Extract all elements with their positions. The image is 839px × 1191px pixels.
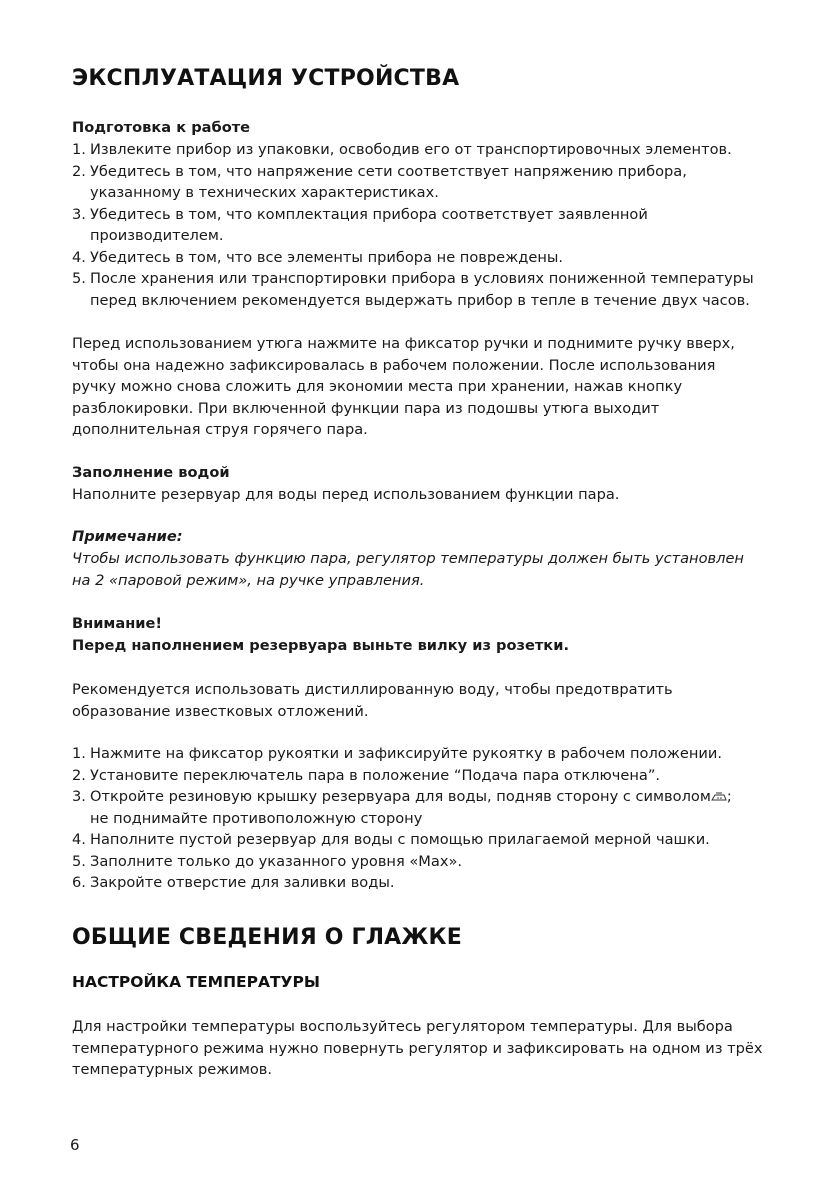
prep-list: [72, 139, 754, 311]
item-number: 4.: [72, 831, 86, 848]
section-title-ironing: ОБЩИЕ СВЕДЕНИЯ О ГЛАЖКЕ: [72, 925, 462, 950]
item-text: После хранения или транспортировки прибора в условиях пониженной температуры: [90, 270, 754, 287]
list-item: [72, 743, 732, 765]
temperature-heading: НАСТРОЙКА ТЕМПЕРАТУРЫ: [72, 973, 320, 991]
item-number: 2.: [72, 766, 86, 784]
section-title-operation: ЭКСПЛУАТАЦИЯ УСТРОЙСТВА: [72, 66, 460, 91]
item-text: производителем.: [90, 227, 224, 244]
text-line: температурных режимов.: [72, 1061, 273, 1078]
list-item: [72, 829, 732, 851]
item-text: Установите переключатель пара в положение “Подача пара отключена”.: [90, 766, 661, 784]
item-number: 1.: [72, 745, 86, 762]
item-text: Откройте резиновую крышку резервуара для воды, подняв сторону с символом: [90, 788, 711, 805]
item-text: Убедитесь в том, что напряжение сети соответствует напряжению прибора,: [90, 162, 687, 180]
temperature-paragraph: [72, 1016, 763, 1081]
warning-text: Перед наполнением резервуара выньте вилку из розетки.: [72, 637, 569, 654]
text-line: температурного режима нужно повернуть регулятор и зафиксировать на одном из трёх: [72, 1039, 763, 1057]
item-number: 5.: [72, 270, 86, 287]
item-text: перед включением рекомендуется выдержать прибор в тепле в течение двух часов.: [90, 291, 750, 309]
prep-heading: Подготовка к работе: [72, 119, 251, 136]
list-item: [72, 139, 754, 161]
text-line: разблокировки. При включенной функции пара из подошвы утюга выходит: [72, 399, 660, 417]
item-text: Наполните пустой резервуар для воды с помощью прилагаемой мерной чашки.: [90, 831, 710, 848]
item-number: 1.: [72, 141, 86, 158]
text-line: дополнительная струя горячего пара.: [72, 421, 368, 438]
item-number: 5.: [72, 852, 86, 870]
fill-heading: Заполнение водой: [72, 464, 230, 481]
item-number: 2.: [72, 162, 86, 180]
list-item: [72, 872, 732, 894]
text-line: на 2 «паровой режим», на ручке управления.: [72, 571, 425, 589]
distilled-paragraph: [72, 679, 673, 722]
note-heading: Примечание:: [72, 528, 183, 545]
item-number: 4.: [72, 248, 86, 266]
list-item: [72, 247, 754, 269]
item-text: Нажмите на фиксатор рукоятки и зафиксируйте рукоятку в рабочем положении.: [90, 745, 722, 762]
list-item: [72, 161, 754, 204]
item-text: Убедитесь в том, что все элементы прибора не повреждены.: [90, 248, 564, 266]
fill-text: Наполните резервуар для воды перед использованием функции пара.: [72, 486, 620, 503]
list-item: [72, 765, 732, 787]
note-text: [72, 548, 744, 591]
text-line: чтобы она надежно зафиксировалась в рабочем положении. После использования: [72, 356, 716, 374]
item-text: Заполните только до указанного уровня «Max».: [90, 852, 463, 870]
handle-paragraph: [72, 333, 735, 441]
item-number: 3.: [72, 205, 86, 223]
list-item: [72, 268, 754, 311]
page-number: 6: [70, 1136, 80, 1154]
text-line: Перед использованием утюга нажмите на фиксатор ручки и поднимите ручку вверх,: [72, 335, 735, 352]
text-line: Чтобы использовать функцию пара, регулятор температуры должен быть установлен: [72, 550, 744, 567]
fill-steps-list: [72, 743, 732, 894]
item-text: не поднимайте противоположную сторону: [90, 809, 423, 827]
text-line: образование известковых отложений.: [72, 702, 369, 720]
text-line: Для настройки температуры воспользуйтесь регулятором температуры. Для выбора: [72, 1018, 733, 1035]
item-text: Убедитесь в том, что комплектация прибора соответствует заявленной: [90, 205, 648, 223]
item-number: 3.: [72, 788, 86, 805]
text-line: Рекомендуется использовать дистиллированную воду, чтобы предотвратить: [72, 681, 673, 698]
item-suffix: ;: [726, 788, 732, 805]
item-text: Извлеките прибор из упаковки, освободив его от транспортировочных элементов.: [90, 141, 732, 158]
text-line: ручку можно снова сложить для экономии места при хранении, нажав кнопку: [72, 378, 683, 395]
warning-heading: Внимание!: [72, 615, 163, 632]
list-item: [72, 851, 732, 873]
item-number: 6.: [72, 874, 86, 891]
item-text: Закройте отверстие для заливки воды.: [90, 874, 395, 891]
iron-icon: [711, 787, 727, 797]
list-item: [72, 786, 732, 829]
list-item: [72, 204, 754, 247]
item-text: указанному в технических характеристиках.: [90, 184, 439, 201]
